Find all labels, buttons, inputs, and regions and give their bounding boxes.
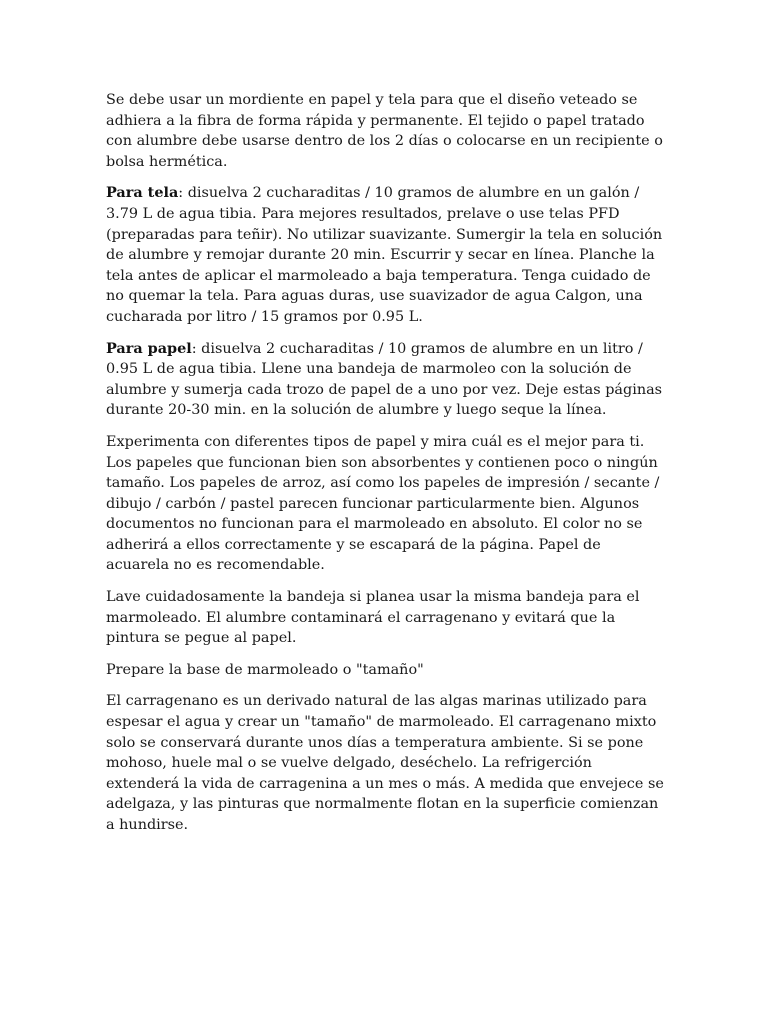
- paragraph-text: : disuelva 2 cucharaditas / 10 gramos de alumbre en un litro / 0.95 L de agua tibia. Llene una bandeja de marmoleo con la solución de alumbre y sumerja cada trozo de papel de a uno por vez. Deje estas páginas durante 20-30 min. en la solución de alumbre y luego seque la línea.: [106, 340, 663, 419]
- document-body: [106, 90, 666, 847]
- paragraph-carragenano: [106, 691, 666, 835]
- paragraph-text: El carragenano es un derivado natural de las algas marinas utilizado para espesar el agua y crear un "tamaño" de marmoleado. El carragenano mixto solo se conservará durante unos días a temperatura ambiente. Si se pone mohoso, huele mal o se vuelve delgado, deséchelo. La refrigerción extenderá la vida de carragenina a un mes o más. A medida que envejece se adelgaza, y las pinturas que normalmente flotan en la superficie comienzan a hundirse.: [106, 693, 664, 833]
- paragraph-prepare-base: [106, 660, 666, 681]
- paragraph-text: Se debe usar un mordiente en papel y tela para que el diseño veteado se adhiera a la fibra de forma rápida y permanente. El tejido o papel tratado con alumbre debe usarse dentro de los 2 días o colocarse en un recipiente o bolsa hermética.: [106, 92, 663, 170]
- paragraph-mordiente: [106, 90, 666, 172]
- paragraph-tipos-de-papel: [106, 432, 666, 576]
- paragraph-text: Lave cuidadosamente la bandeja si planea usar la misma bandeja para el marmoleado. El alumbre contaminará el carragenano y evitará que la pintura se pegue al papel.: [106, 589, 640, 647]
- paragraph-text: : disuelva 2 cucharaditas / 10 gramos de alumbre en un galón / 3.79 L de agua tibia. Para mejores resultados, prelave o use telas PFD (preparadas para teñir). No utilizar suavizante. Sumergir la tela en solución de alumbre y remojar durante 20 min. Escurrir y secar en línea. Planche la tela antes de aplicar el marmoleado a baja temperatura. Tenga cuidado de no quemar la tela. Para aguas duras, use suavizador de agua Calgon, una cucharada por litro / 15 gramos por 0.95 L.: [106, 185, 663, 325]
- paragraph-lead: Para tela: [106, 184, 179, 202]
- paragraph-lead: Para papel: [106, 339, 192, 357]
- paragraph-lave-bandeja: [106, 587, 666, 649]
- paragraph-para-papel: [106, 339, 666, 421]
- paragraph-text: Experimenta con diferentes tipos de papel y mira cuál es el mejor para ti. Los papeles que funcionan bien son absorbentes y contienen poco o ningún tamaño. Los papeles de arroz, así como los papeles de impresión / secante / dibujo / carbón / pastel parecen funcionar particularmente bien. Algunos documentos no funcionan para el marmoleado en absoluto. El color no se adherirá a ellos correctamente y se escapará de la página. Papel de acuarela no es recomendable.: [106, 433, 660, 574]
- paragraph-para-tela: [106, 183, 666, 327]
- paragraph-text: Prepare la base de marmoleado o "tamaño": [106, 661, 424, 678]
